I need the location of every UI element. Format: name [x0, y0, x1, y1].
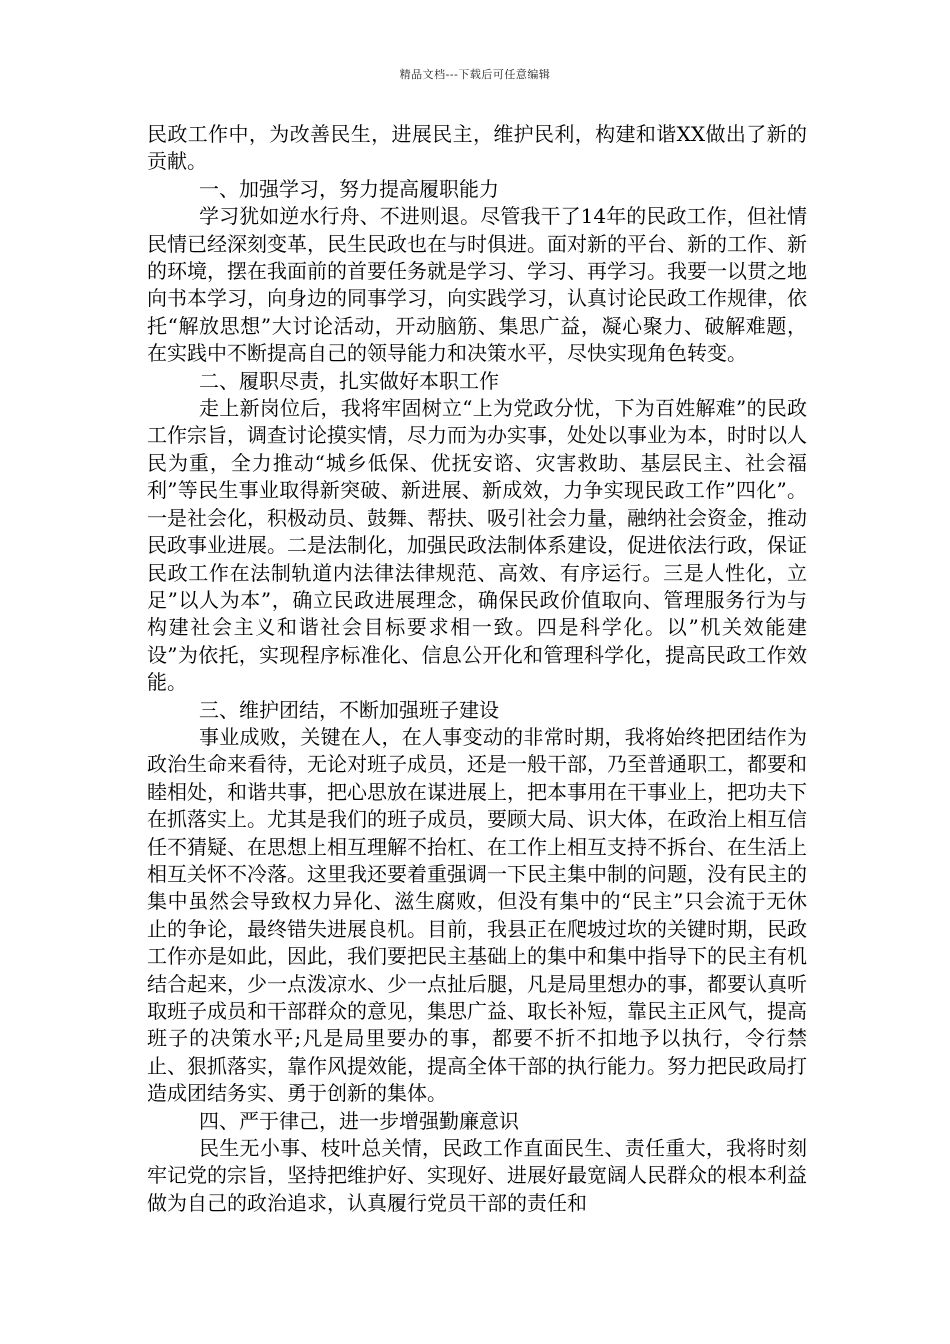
document-body	[147, 121, 807, 1217]
paragraph: 走上新岗位后，我将牢固树立“上为党政分忧，下为百姓解难”的民政工作宗旨，调查讨论摸实情，尽力而为办实事，处处以事业为本，时时以人民为重，全力推动“城乡低保、优抚安谘、灾害救助、基层民主、社会福利”等民生事业取得新突破、新进展、新成效，力争实现民政工作”四化”。一是社会化，积极动员、鼓舞、帮扶、吸引社会力量，融纳社会资金，推动民政事业进展。二是法制化，加强民政法制体系建设，促进依法行政，保证民政工作在法制轨道内法律法律规范、高效、有序运行。三是人性化，立足”以人为本”，确立民政进展理念，确保民政价值取向、管理服务行为与构建社会主义和谐社会目标要求相一致。四是科学化。以”机关效能建设”为依托，实现程序标准化、信息公开化和管理科学化，提高民政工作效能。	[147, 396, 807, 695]
page-header: 精品文档---下载后可任意编辑	[399, 68, 551, 81]
section-heading: 一、加强学习，努力提高履职能力	[199, 176, 499, 201]
paragraph: 事业成败，关键在人，在人事变动的非常时期，我将始终把团结作为政治生命来看待，无论对班子成员，还是一般干部，乃至普通职工，都要和睦相处，和谐共事，把心思放在谋进展上，把本事用在干事业上，把功夫下在抓落实上。尤其是我们的班子成员，要顾大局、识大体，在政治上相互信任不猜疑、在思想上相互理解不抬杠、在工作上相互支持不拆台、在生活上相互关怀不冷落。这里我还要着重强调一下民主集中制的问题，没有民主的集中虽然会导致权力异化、滋生腐败，但没有集中的“民主”只会流于无休止的争论，最终错失进展良机。目前，我县正在爬坡过坎的关键时期，民政工作亦是如此，因此，我们要把民主基础上的集中和集中指导下的民主有机结合起来，少一点泼凉水、少一点扯后腿，凡是局里想办的事，都要认真听取班子成员和干部群众的意见，集思广益、取长补短，靠民主正风气，提高班子的决策水平;凡是局里要办的事，都要不折不扣地予以执行，令行禁止、狠抓落实，靠作风提效能，提高全体干部的执行能力。努力把民政局打造成团结务实、勇于创新的集体。	[147, 724, 807, 1106]
paragraph: 民政工作中，为改善民生，进展民主，维护民利，构建和谐XX做出了新的贡献。	[147, 122, 807, 174]
section-heading: 四、严于律己，进一步增强勤廉意识	[199, 1108, 519, 1133]
section-heading: 二、履职尽责，扎实做好本职工作	[199, 368, 499, 393]
section-heading: 三、维护团结，不断加强班子建设	[199, 697, 499, 722]
paragraph: 民生无小事、枝叶总关情，民政工作直面民生、责任重大，我将时刻牢记党的宗旨，坚持把维护好、实现好、进展好最宽阔人民群众的根本利益做为自己的政治追求，认真履行党员干部的责任和	[147, 1136, 807, 1215]
paragraph: 学习犹如逆水行舟、不进则退。尽管我干了14年的民政工作，但社情民情已经深刻变革，民生民政也在与时俱进。面对新的平台、新的工作、新的环境，摆在我面前的首要任务就是学习、学习、再学习。我要一以贯之地向书本学习，向身边的同事学习，向实践学习，认真讨论民政工作规律，依托“解放思想”大讨论活动，开动脑筋、集思广益，凝心聚力、破解难题，在实践中不断提高自己的领导能力和决策水平，尽快实现角色转变。	[147, 204, 807, 366]
